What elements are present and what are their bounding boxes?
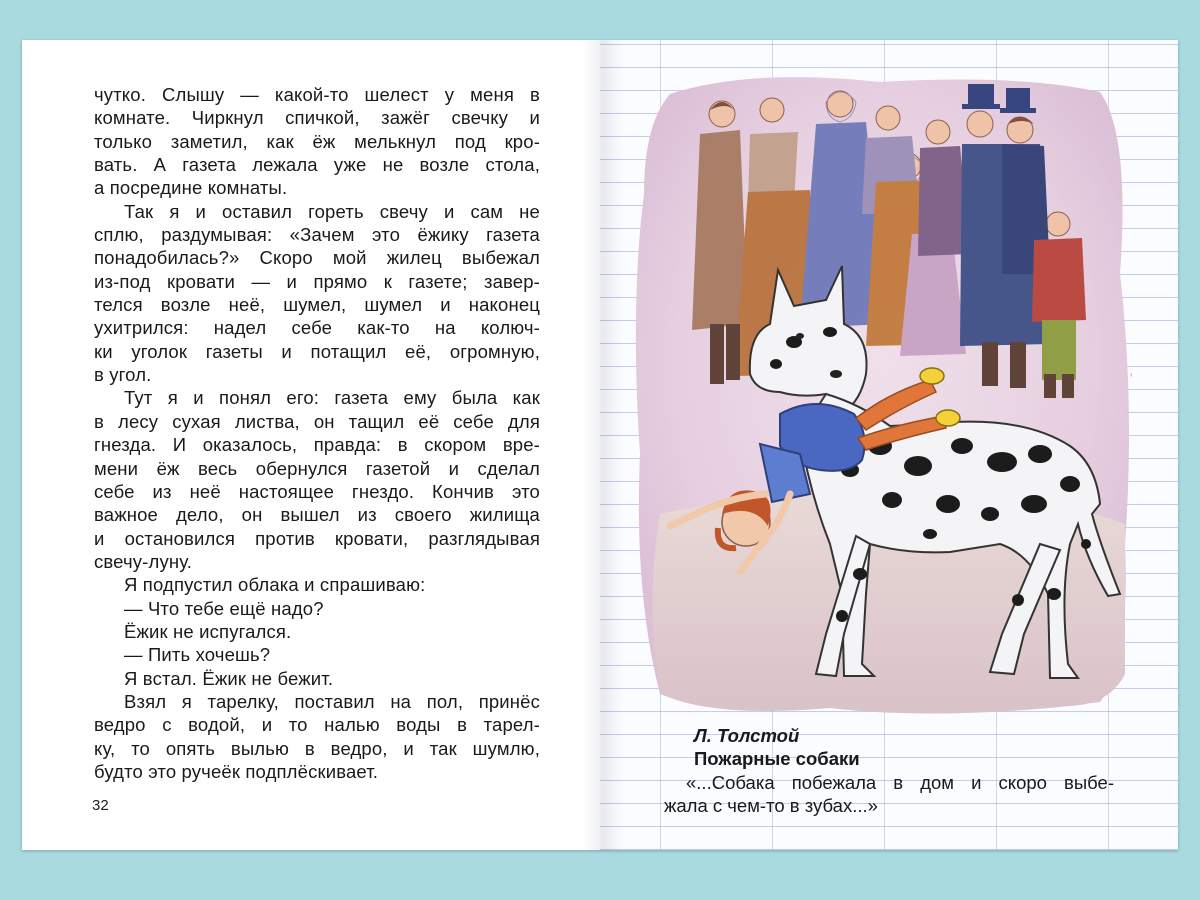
caption-quote-line: жала с чем-то в зубах...» xyxy=(664,794,878,816)
text-line: а посредине комнаты. xyxy=(94,177,288,199)
text-line: комнате. Чиркнул спичкой, зажёг свечку и xyxy=(94,107,540,129)
text-line: Тут я и понял его: газета ему была как xyxy=(124,387,540,409)
text-line: из-под кровати — и прямо к газете; завер- xyxy=(94,270,540,292)
text-line: ухитрился: надел себе как-то на колюч- xyxy=(94,317,540,339)
text-line: только заметил, как ёж мелькнул под кро- xyxy=(94,130,540,152)
text-line: Взял я тарелку, поставил на пол, принёс xyxy=(124,690,540,712)
text-line: в лесу сухая листва, он тащил её себе для xyxy=(94,410,540,432)
illustration-fire-dog xyxy=(630,74,1132,714)
text-line: — Пить хочешь? xyxy=(124,644,271,666)
text-line: телся возле неё, шумел, шумел и наконец xyxy=(94,294,540,316)
text-line: вать. А газета лежала уже не возле стола, xyxy=(94,154,540,176)
text-line: сплю, раздумывая: «Зачем это ёжику газета xyxy=(94,224,540,246)
illustration-caption xyxy=(664,724,1114,817)
text-line: ки уголок газеты и потащил её, огромную, xyxy=(94,340,540,362)
text-line: и остановился против кровати, разглядывая xyxy=(94,527,540,549)
text-line: будто это ручеёк подплёскивает. xyxy=(94,760,379,782)
text-line: понадобилась?» Скоро мой жилец выбежал xyxy=(94,247,540,269)
text-line: гнезда. И оказалось, правда: в скором вре- xyxy=(94,434,540,456)
story-text xyxy=(94,83,540,783)
text-line: Ёжик не испугался. xyxy=(124,620,292,642)
text-line: чутко. Слышу — какой-то шелест у меня в xyxy=(94,84,540,105)
caption-author: Л. Толстой xyxy=(694,725,800,746)
text-line: Я подпустил облака и спрашиваю: xyxy=(124,574,426,596)
text-line: ку, то опять вылью в ведро, и так шумлю, xyxy=(94,737,540,759)
left-page xyxy=(22,40,600,850)
text-line: важное дело, он вышел из своего жилища xyxy=(94,504,540,526)
text-line: — Что тебе ещё надо? xyxy=(124,597,324,619)
text-line: себе из неё настоящее гнездо. Кончив это xyxy=(94,480,540,502)
book-gutter xyxy=(582,40,622,850)
text-line: мени ёж весь обернулся газетой и сделал xyxy=(94,457,540,479)
text-line: свечу-луну. xyxy=(94,550,193,572)
page-number: 32 xyxy=(92,797,109,814)
text-line: в угол. xyxy=(94,364,152,386)
caption-quote-line: «...Собака побежала в дом и скоро выбе- xyxy=(686,771,1114,793)
text-line: Так я и оставил гореть свечу и сам не xyxy=(124,200,540,222)
text-line: Я встал. Ёжик не бежит. xyxy=(124,667,334,689)
caption-title: Пожарные собаки xyxy=(694,748,860,770)
text-line: ведро с водой, и то налью воды в тарел- xyxy=(94,714,540,736)
